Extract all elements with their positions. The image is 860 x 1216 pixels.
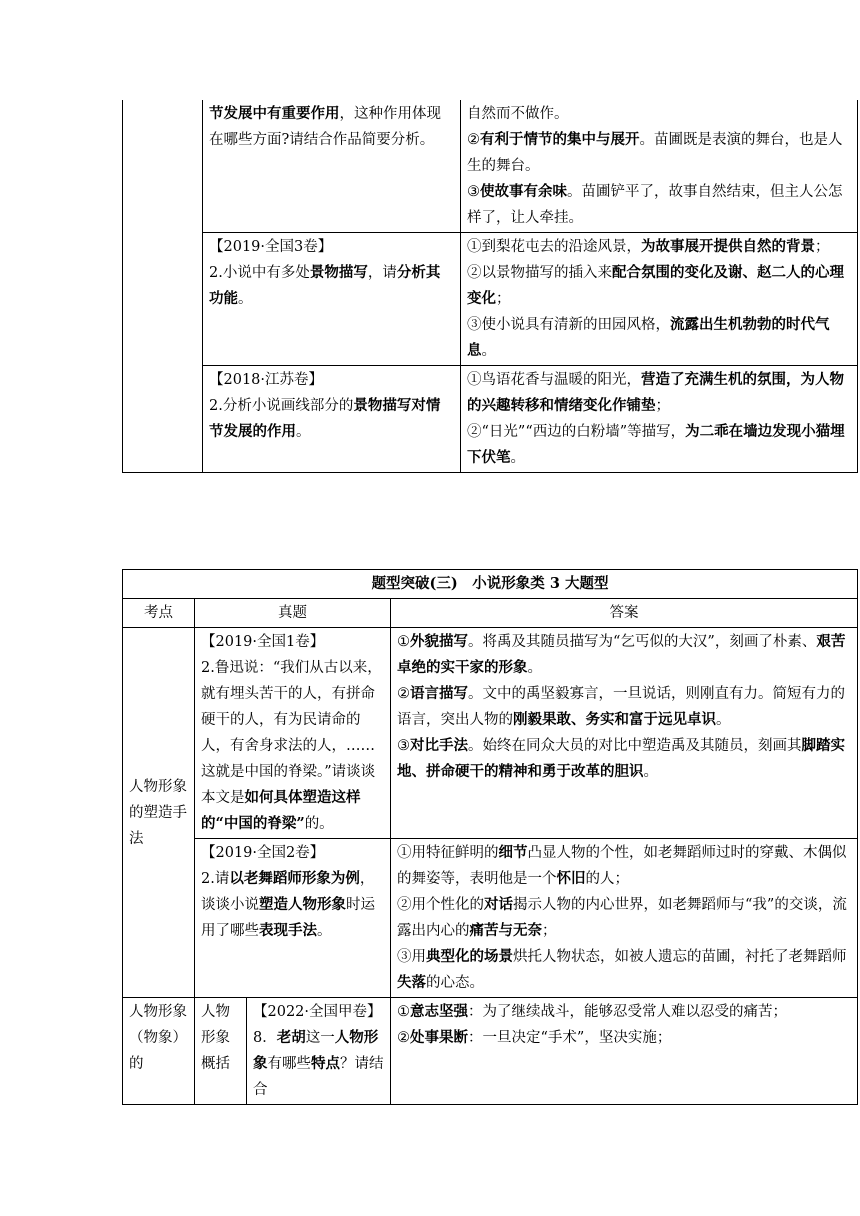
answer-cell bbox=[391, 998, 858, 1105]
bold-text: 老胡 bbox=[276, 1029, 306, 1046]
paragraph bbox=[397, 999, 851, 1025]
paragraph bbox=[467, 419, 851, 471]
paragraph bbox=[397, 681, 851, 733]
text: ①到梨花屯去的沿途风景， bbox=[467, 239, 641, 255]
text: 。始终在同众大员的对比中塑造禹及其随员，刻画其 bbox=[468, 738, 802, 754]
bold-text: 细节 bbox=[498, 844, 528, 861]
bold-text: 刚毅果敢、务实和富于远见卓识 bbox=[513, 711, 716, 728]
text: ① bbox=[397, 1004, 410, 1020]
text: 自然而不做作。 bbox=[467, 106, 569, 122]
text: ①鸟语花香与温暖的阳光， bbox=[467, 372, 641, 388]
paragraph bbox=[467, 101, 851, 127]
text: 2.分析小说画线部分的 bbox=[209, 398, 354, 414]
question-cell bbox=[203, 100, 461, 233]
text: 。 bbox=[296, 424, 311, 440]
topic-label: 人物形象的塑造手法 bbox=[123, 628, 195, 998]
text: 8． bbox=[253, 1030, 277, 1046]
question-cell bbox=[195, 839, 391, 998]
text: ②以景物描写的插入来 bbox=[467, 265, 612, 281]
text: ； bbox=[496, 291, 511, 307]
text: 2.小说中有多处 bbox=[209, 265, 310, 281]
text: 。 bbox=[481, 343, 496, 359]
text: ？请结合 bbox=[253, 1056, 384, 1098]
text: 。苗圃铲平了，故事自然结束，但主人公怎样了，让人牵挂。 bbox=[467, 184, 843, 226]
text: ② bbox=[467, 132, 480, 148]
paragraph bbox=[209, 234, 454, 260]
topic-label: 人物形象（物象）的 bbox=[123, 998, 195, 1105]
text: 时运用了哪些 bbox=[201, 897, 375, 939]
bold-text: 艰苦卓绝的实干家的形象 bbox=[397, 633, 846, 676]
text: 【2022·全国甲卷】 bbox=[253, 1004, 382, 1020]
text: 揭示人物的内心世界，如老舞蹈师与“我”的交谈，流露出内心的 bbox=[397, 897, 847, 939]
bold-text: 分析其功能 bbox=[209, 264, 441, 307]
paragraph bbox=[467, 234, 851, 260]
paragraph bbox=[253, 999, 384, 1025]
text: ； bbox=[815, 239, 830, 255]
paragraph bbox=[467, 260, 851, 312]
answer-cell bbox=[391, 628, 858, 839]
bold-text: 失落 bbox=[397, 974, 426, 991]
paragraph bbox=[467, 179, 851, 231]
text: ①用特征鲜明的 bbox=[397, 845, 499, 861]
text: 有哪些 bbox=[267, 1056, 311, 1072]
bold-text: 如何具体塑造这样的“中国的脊梁” bbox=[201, 789, 361, 832]
text: 。苗圃既是表演的舞台，也是人生的舞台。 bbox=[467, 132, 843, 174]
paragraph bbox=[467, 312, 851, 364]
text: ③用 bbox=[397, 949, 426, 965]
text: ，这种作用体现在哪些方面?请结合作品简要分析。 bbox=[209, 106, 441, 148]
text: 。 bbox=[716, 712, 731, 728]
bold-text: 处事果断 bbox=[410, 1029, 468, 1046]
text: ； bbox=[655, 398, 670, 414]
bold-text: 对话 bbox=[484, 896, 513, 913]
paragraph bbox=[201, 655, 384, 837]
text: ③ bbox=[467, 184, 480, 200]
text: ，谈谈小说 bbox=[201, 871, 375, 913]
text: ②用个性化的 bbox=[397, 897, 484, 913]
answer-cell bbox=[391, 839, 858, 998]
answer-table-continued bbox=[122, 100, 858, 473]
text: 【2019·全国2卷】 bbox=[201, 845, 325, 861]
text: 。 bbox=[510, 450, 525, 466]
text: ① bbox=[397, 634, 410, 650]
header-zhenti: 真题 bbox=[195, 599, 391, 628]
paragraph bbox=[209, 260, 454, 312]
bold-text: 节发展中有重要作用 bbox=[209, 105, 340, 122]
paragraph bbox=[467, 367, 851, 419]
text: ，请 bbox=[367, 265, 397, 281]
text: 烘托人物状态，如被人遗忘的苗圃，衬托了老舞蹈师 bbox=[513, 949, 847, 965]
bold-text: 脚踏实地、拼命硬干的精神和勇于改革的胆识 bbox=[397, 737, 845, 780]
bold-text: 景物描写对情节发展的作用 bbox=[209, 397, 441, 440]
text: 的人； bbox=[585, 871, 629, 887]
text: ； bbox=[542, 923, 557, 939]
bold-text: 以老舞蹈师形象为例 bbox=[229, 870, 360, 887]
text: 的。 bbox=[304, 816, 334, 832]
paragraph bbox=[201, 629, 384, 655]
text: ：一旦决定“手术”，坚决实施； bbox=[468, 1030, 672, 1046]
text: 。将禹及其随员描写为“乞丐似的大汉”，刻画了朴素、 bbox=[468, 634, 817, 650]
paragraph bbox=[201, 866, 384, 944]
text: 【2018·江苏卷】 bbox=[209, 372, 324, 388]
answer-cell bbox=[461, 366, 858, 473]
text: ②“日光”“西边的白粉墙”等描写， bbox=[467, 424, 686, 440]
text: 的心态。 bbox=[426, 975, 484, 991]
bold-text: 对比手法 bbox=[410, 737, 468, 754]
text: ② bbox=[397, 686, 410, 702]
paragraph bbox=[397, 944, 851, 996]
bold-text: 意志坚强 bbox=[410, 1003, 468, 1020]
paragraph bbox=[209, 393, 454, 445]
text: ② bbox=[397, 1030, 410, 1046]
section-title: 题型突破(三) 小说形象类 3 大题型 bbox=[123, 570, 858, 599]
paragraph bbox=[201, 840, 384, 866]
text: 2.鲁迅说：“我们从古以来，就有埋头苦干的人，有拼命硬干的人，有为民请命的人，有舍身求法的人，……这就是中国的脊梁。”请谈谈本文是 bbox=[201, 660, 382, 806]
question-cell bbox=[203, 366, 461, 473]
paragraph bbox=[253, 1025, 384, 1103]
answer-cell bbox=[461, 233, 858, 366]
paragraph bbox=[467, 127, 851, 179]
question-cell bbox=[195, 628, 391, 839]
question-cell bbox=[203, 233, 461, 366]
bold-text: 为二乖在墙边发现小猫埋下伏笔 bbox=[467, 423, 845, 466]
paragraph bbox=[397, 1025, 851, 1051]
bold-text: 语言描写 bbox=[410, 685, 468, 702]
text: ：为了继续战斗，能够忍受常人难以忍受的痛苦； bbox=[468, 1004, 787, 1020]
paragraph bbox=[209, 101, 454, 153]
topic-cell-empty bbox=[123, 100, 203, 473]
text: 。 bbox=[238, 291, 253, 307]
text: 。文中的禹坚毅寡言，一旦说话，则刚直有力。简短有力的语言，突出人物的 bbox=[397, 686, 845, 728]
text: 凸显人物的个性，如老舞蹈师过时的穿戴、木偶似的舞姿等，表明他是一个 bbox=[397, 845, 847, 887]
bold-text: 配合氛围的变化及谢、赵二人的心理变化 bbox=[467, 264, 844, 307]
bold-text: 痛苦与无奈 bbox=[469, 922, 542, 939]
paragraph bbox=[209, 367, 454, 393]
bold-text: 流露出生机勃勃的时代气息 bbox=[467, 316, 830, 359]
subtopic-label: 人物形象概括 bbox=[195, 998, 247, 1105]
bold-text: 特点 bbox=[311, 1055, 340, 1072]
text: 【2019·全国1卷】 bbox=[201, 634, 325, 650]
text: 【2019·全国3卷】 bbox=[209, 239, 333, 255]
answer-cell bbox=[461, 100, 858, 233]
text: ③ bbox=[397, 738, 410, 754]
bold-text: 表现手法 bbox=[259, 922, 317, 939]
bold-text: 营造了充满生机的氛围，为人物的兴趣转移和情绪变化作铺垫 bbox=[467, 371, 844, 414]
text: 。 bbox=[643, 764, 658, 780]
bold-text: 怀旧 bbox=[556, 870, 586, 887]
bold-text: 塑造人物形象 bbox=[259, 896, 346, 913]
text: 2.请 bbox=[201, 871, 230, 887]
bold-text: 使故事有余味 bbox=[480, 183, 567, 200]
paragraph bbox=[397, 892, 851, 944]
text: 这一 bbox=[305, 1030, 335, 1046]
bold-text: 景物描写 bbox=[309, 264, 368, 281]
bold-text: 有利于情节的集中与展开 bbox=[480, 131, 640, 148]
text: ③使小说具有清新的田园风格， bbox=[467, 317, 670, 333]
bold-text: 外貌描写 bbox=[410, 633, 468, 650]
header-kaodian: 考点 bbox=[123, 599, 195, 628]
character-image-table bbox=[122, 569, 858, 1105]
bold-text: 典型化的场景 bbox=[426, 948, 513, 965]
paragraph bbox=[397, 629, 851, 681]
text: 。 bbox=[317, 923, 332, 939]
header-daan: 答案 bbox=[391, 599, 858, 628]
bold-text: 为故事展开提供自然的背景 bbox=[641, 238, 815, 255]
bold-text: 人物形象 bbox=[253, 1029, 379, 1072]
question-cell bbox=[247, 998, 391, 1105]
paragraph bbox=[397, 840, 851, 892]
paragraph bbox=[397, 733, 851, 785]
text: 。 bbox=[527, 660, 542, 676]
